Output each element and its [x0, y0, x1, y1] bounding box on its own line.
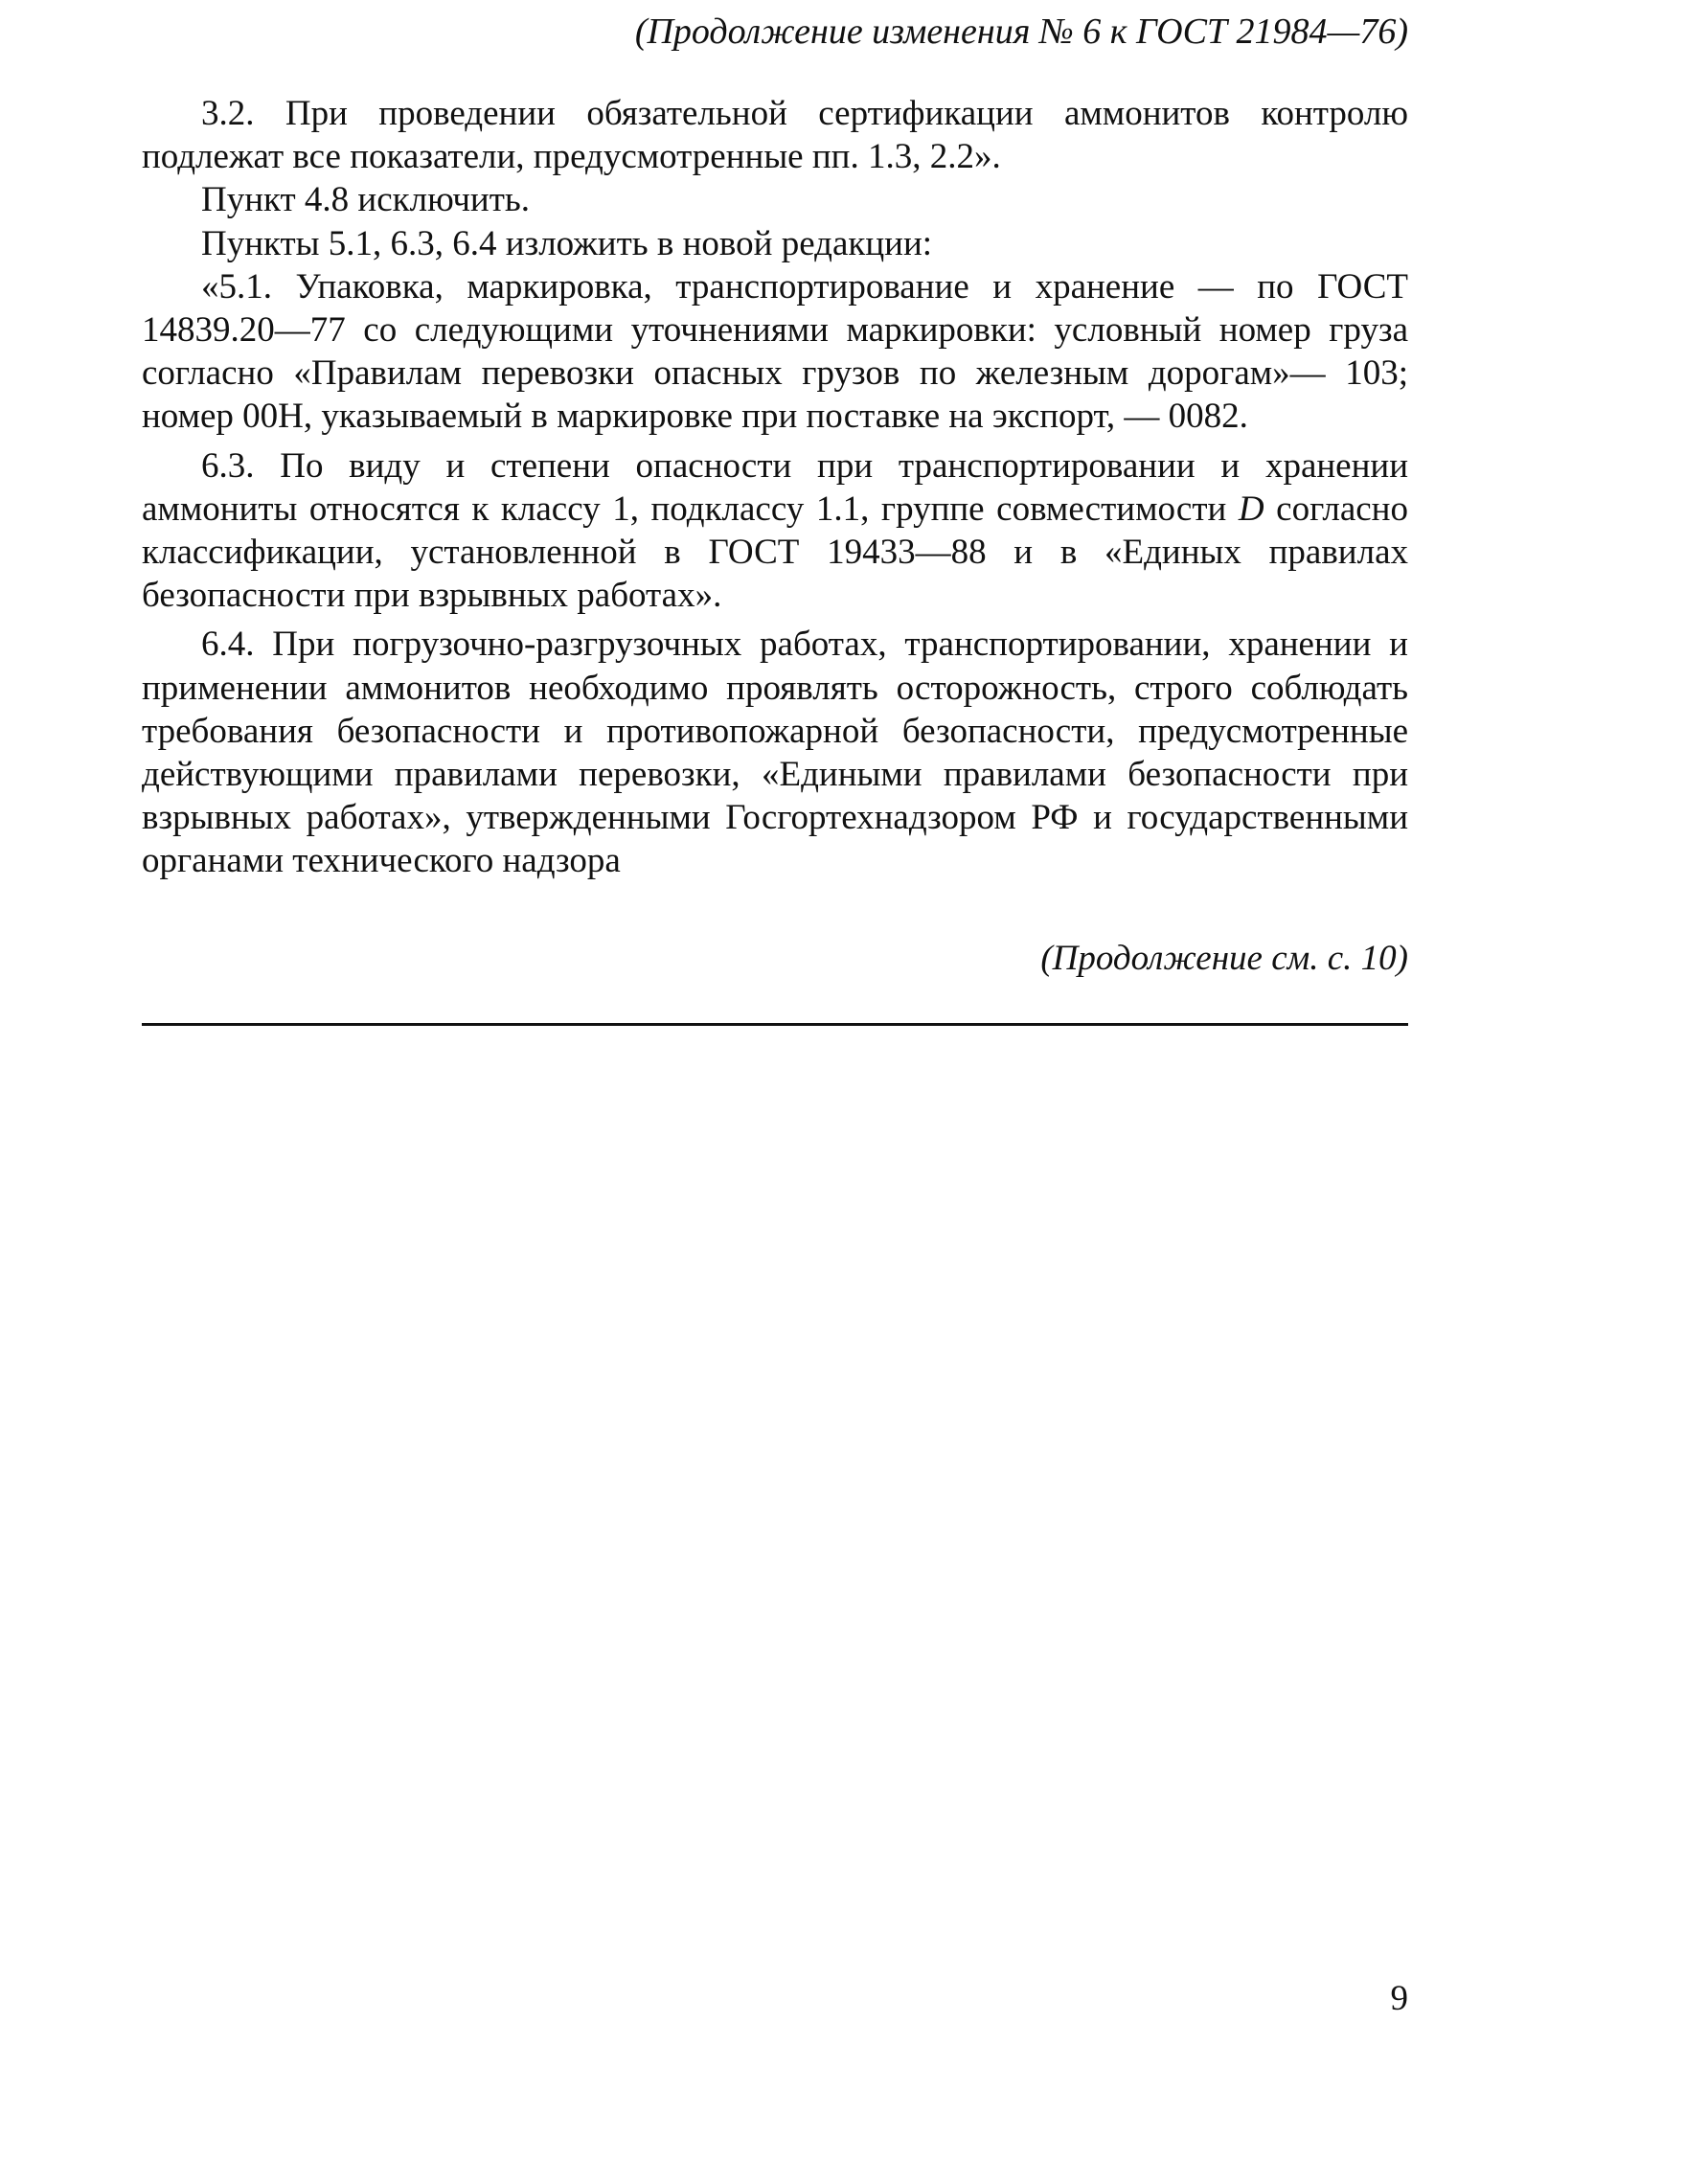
- paragraph-5-1: «5.1. Упаковка, маркировка, транспортирование и хранение — по ГОСТ 14839.20—77 со следующими уточнениями маркировки: условный номер груза согласно «Правилам перевозки опасных грузов по железным дорогам»— 103; номер 00Н, указываемый в маркировке при поставке на экспорт, — 0082.: [142, 266, 1408, 437]
- document-page: [142, 0, 1408, 2159]
- paragraph-6-4: 6.4. При погрузочно-разгрузочных работах, транспортировании, хранении и применении аммонитов необходимо проявлять осторожность, строго соблюдать требования безопасности и противопожарной безопасности, предусмотренные действующими правилами перевозки, «Едиными правилами безопасности при взрывных работах», утвержденными Госгортехнадзором РФ и государственными органами технического надзора: [142, 625, 1408, 881]
- running-header: (Продолжение изменения № 6 к ГОСТ 21984—76): [634, 11, 1408, 52]
- paragraph-items-5-1-6-3-6-4: Пункты 5.1, 6.3, 6.4 изложить в новой редакции:: [201, 223, 933, 263]
- paragraph-item-4-8: Пункт 4.8 исключить.: [201, 180, 531, 220]
- compatibility-group-letter: D: [1238, 489, 1264, 529]
- paragraph-6-3: [142, 444, 1408, 618]
- page-number: 9: [1390, 1979, 1408, 2018]
- paragraph-6-3-text-after: согласно классификации, установленной в ГОСТ 19433—88 и в «Единых правилах безопасности при взрывных работах».: [142, 489, 1408, 616]
- footer-rule: [142, 1023, 1408, 1026]
- paragraph-3-2: 3.2. При проведении обязательной сертификации аммонитов контролю подлежат все показатели, предусмотренные пп. 1.3, 2.2».: [142, 94, 1408, 177]
- body-text: [142, 92, 1408, 883]
- continuation-note: (Продолжение см. с. 10): [1040, 939, 1408, 978]
- paragraph-6-3-text-before: 6.3. По виду и степени опасности при транспортировании и хранении аммониты относятся к классу 1, подклассу 1.1, группе совместимости: [142, 445, 1408, 529]
